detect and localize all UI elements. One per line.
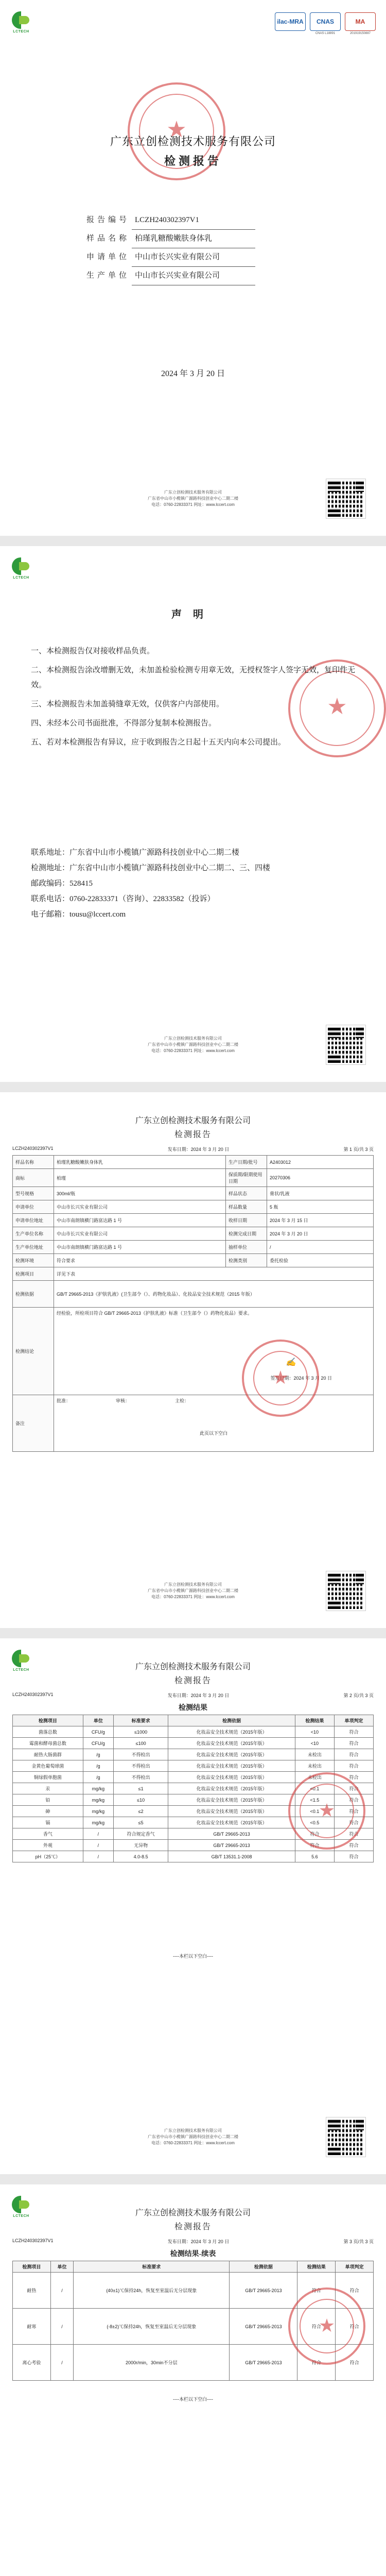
page-header: 广东立创检测技术服务有限公司 检测报告 [135, 2209, 251, 2231]
report-title: 检测报告 [164, 155, 222, 167]
table-row: 离心考验 / 2000r/min，30min不分层 GB/T 29665-2013 符合 符合 [13, 2345, 374, 2381]
table-row: 菌落总数 CFU/g ≤1000 化妆品安全技术规范（2015年版） <10 符合 [13, 1726, 374, 1738]
report-meta: LCZH240302397V1 发布日期：2024 年 3 月 20 日 第 2 页/共 3 页 [12, 1692, 374, 1698]
results-table: 检测项目 单位 标准要求 检测依据 检测结果 单项判定 菌落总数 CFU/g ≤1000 化妆品安全技术规范（2015年版） <10 符合 霉菌和酵母菌总数 CFU/g ≤100 化妆品安全技术规范（2015年版） <10 符合 耐热大肠菌群 /g 不得检出 化妆品安全技术规范（2015年版） 未检出 符合 金黄色葡萄球菌 /g 不得检出 化妆品安全技术规范（2015年版） 未检出 符合 铜绿假单胞菌 /g 不得检出 化妆品安全技术规范（2015年版） 未检出 符合 汞 mg/kg ≤1 化妆品安全技术规范（2015年版） <0.1 符合 铅 mg/kg ≤10 化妆品安全技术规范（2015年版） <1.5 符合 砷 mg/kg ≤2 化妆品安全技术规范（2015年版） <0.1 符合 镉 mg/kg ≤5 化妆品安全技术规范（2015年版） <0.5 符合 香气 / 符合规定香气 GB/T 29665-2013 符合 符合 外观 / 无异物 GB/T 29665-2013 符合 符合 pH（25℃） / 4.0-8.5 GB/T 13531.1-2008 5.6 符合 [12, 1715, 374, 1862]
report-page-1 [0, 1092, 386, 1628]
table-row: 铅 mg/kg ≤10 化妆品安全技术规范（2015年版） <1.5 符合 [13, 1794, 374, 1806]
qr-code [326, 1025, 365, 1064]
results-caption: 检测结果 [179, 1704, 207, 1712]
company-seal: ★ [288, 2287, 365, 2365]
page-footer: 广东立创检测技术服务有限公司 广东省中山市小榄镇广源路科技创业中心二期二楼 电话：0760-22833371 网址：www.lccert.com [148, 1582, 238, 1599]
table-row: 耐热 / (40±1)℃保持24h，恢复至室温后无分层现象 GB/T 29665-2013 符合 符合 [13, 2273, 374, 2309]
page-header: 广东立创检测技术服务有限公司 检测报告 [135, 1116, 251, 1139]
report-meta: LCZH240302397V1 发布日期：2024 年 3 月 20 日 第 1 页/共 3 页 [12, 1146, 374, 1152]
end-marker: ----本栏以下空白---- [173, 1954, 213, 1959]
lctech-logo: LCTECH [10, 1650, 32, 1672]
statement-item: 三、本检测报告未加盖骑缝章无效，仅供客户内部使用。 [31, 700, 224, 708]
cma-icon: MA [345, 12, 376, 31]
page-header: 广东立创检测技术服务有限公司 检测报告 [135, 1663, 251, 1685]
table-row: pH（25℃） / 4.0-8.5 GB/T 13531.1-2008 5.6 符合 [13, 1851, 374, 1862]
qr-code [326, 2117, 365, 2157]
cover-fields: 报告编号 LCZH240302397V1 样品名称 柏瑾乳糖酸嫩肤身体乳 申请单位 中山市长兴实业有限公司 生产单位 中山市长兴实业有限公司 [86, 211, 255, 285]
statement-list [31, 644, 360, 754]
qr-code [326, 479, 365, 518]
results-table-cont: 检测项目 单位 标准要求 检测依据 检测结果 单项判定 耐热 / (40±1)℃保持24h，恢复至室温后无分层现象 GB/T 29665-2013 符合 符合 耐寒 / (-8±2)℃保持24h，恢复至室温后无分层现象 GB/T 29665-2013 符合 符合 离心考验 / 2000r/min，30min不分层 GB/T 29665-2013 符合 符合 [12, 2261, 374, 2381]
end-marker: ----本栏以下空白---- [173, 2397, 213, 2402]
statement-page [0, 546, 386, 1082]
page-footer: 广东立创检测技术服务有限公司 广东省中山市小榄镇广源路科技创业中心二期二楼 电话：0760-22833371 网址：www.lccert.com [148, 2128, 238, 2145]
applicant: 中山市长兴实业有限公司 [132, 248, 255, 267]
cnas-icon: CNAS [310, 12, 341, 31]
sample-info-table: 样品名称 柏瑾乳糖酸嫩肤身体乳 生产日期/批号 A2403012 商标 柏瑾 保质期/限期使用日期 20270306 型号规格 300ml/瓶 样品状态 膏状/乳液 申请单位 中山市长兴实业有限公司 样品数量 5 瓶 申请单位地址 中山市南朗镇横门路富达路 1 号 收样日期 2024 年 3 月 15 日 生产单位名称 中山市长兴实业有限公司 检测完成日期 2024 年 3 月 20 日 生产单位地址 中山市南朗镇横门路富达路 1 号 抽样单位 / 检测环境 符合要求 检测类别 委托检验 检测项目 详见下表 检测依据 GB/T 29665-2013《护肤乳液》(卫生部令（）、药物化妆品）、化妆品安全技术规范（2015 年版） 检测结论 经检验，所检项目符合 GB/T 29665-2013《护肤乳液》标准（卫生部令（）药物化妆品）要求。 ✍ 签发日期：2024 年 3 月 20 日 备注 批准： 审核： 主检： 此页以下空白 [12, 1155, 374, 1452]
statement-item: 一、本检测报告仅对接收样品负责。 [31, 647, 155, 655]
statement-title: 声明 [171, 609, 215, 620]
contact-info: 联系地址：广东省中山市小榄镇广源路科技创业中心二期二楼 检测地址：广东省中山市小榄镇广源路科技创业中心二期二、三、四楼 邮政编码：528415 联系电话：0760-22833371（咨询）、22833582（投诉） 电子邮箱：tousu@lccert.com [31, 849, 271, 919]
cover-date: 2024 年 3 月 20 日 [161, 369, 225, 378]
table-row: 镉 mg/kg ≤5 化妆品安全技术规范（2015年版） <0.5 符合 [13, 1817, 374, 1828]
table-row: 汞 mg/kg ≤1 化妆品安全技术规范（2015年版） <0.1 符合 [13, 1783, 374, 1794]
lctech-logo: LCTECH [10, 2196, 32, 2218]
statement-item: 二、本检测报告涂改增删无效，未加盖检验检测专用章无效，无授权签字人签字无效，复印件无效。 [31, 666, 356, 689]
table-row: 耐寒 / (-8±2)℃保持24h，恢复至室温后无分层现象 GB/T 29665-2013 符合 符合 [13, 2309, 374, 2345]
table-row: 耐热大肠菌群 /g 不得检出 化妆品安全技术规范（2015年版） 未检出 符合 [13, 1749, 374, 1760]
table-row: 铜绿假单胞菌 /g 不得检出 化妆品安全技术规范（2015年版） 未检出 符合 [13, 1772, 374, 1783]
lctech-logo: LCTECH [10, 557, 32, 580]
report-page-3 [0, 2184, 386, 2576]
table-row: 金黄色葡萄球菌 /g 不得检出 化妆品安全技术规范（2015年版） 未检出 符合 [13, 1760, 374, 1772]
report-number: LCZH240302397V1 [132, 211, 255, 230]
company-seal: ★ [242, 1340, 319, 1417]
accreditation-marks: ilac-MRA CNAS CNAS L18891 MA 201919150887 [275, 12, 376, 35]
sample-name: 柏瑾乳糖酸嫩肤身体乳 [132, 230, 255, 248]
table-row: 砷 mg/kg ≤2 化妆品安全技术规范（2015年版） <0.1 符合 [13, 1806, 374, 1817]
signature: ✍ [286, 1358, 296, 1367]
report-meta: LCZH240302397V1 发布日期：2024 年 3 月 20 日 第 3 页/共 3 页 [12, 2238, 374, 2244]
table-row: 香气 / 符合规定香气 GB/T 29665-2013 符合 符合 [13, 1828, 374, 1840]
report-page-2 [0, 1638, 386, 2174]
results-caption: 检测结果-续表 [170, 2250, 216, 2258]
page-footer: 广东立创检测技术服务有限公司 广东省中山市小榄镇广源路科技创业中心二期二楼 电话：0760-22833371 网址：www.lccert.com [148, 1036, 238, 1053]
qr-code [326, 1571, 365, 1611]
company-name: 广东立创检测技术服务有限公司 [110, 135, 276, 148]
statement-item: 五、若对本检测报告有异议，应于收到报告之日起十五天内向本公司提出。 [31, 738, 286, 747]
company-seal: ★ [128, 82, 225, 180]
lctech-logo: LCTECH [10, 11, 32, 33]
table-row: 外观 / 无异物 GB/T 29665-2013 符合 符合 [13, 1840, 374, 1851]
statement-item: 四、未经本公司书面批准，不得部分复制本检测报告。 [31, 719, 217, 727]
cover-page [0, 0, 386, 536]
ilac-mra-icon: ilac-MRA [275, 12, 306, 31]
company-seal: ★ [288, 659, 386, 757]
page-footer: 广东立创检测技术服务有限公司 广东省中山市小榄镇广源路科技创业中心二期二楼 电话：0760-22833371 网址：www.lccert.com [148, 490, 238, 507]
company-seal: ★ [288, 1772, 365, 1850]
manufacturer: 中山市长兴实业有限公司 [132, 267, 255, 285]
table-row: 霉菌和酵母菌总数 CFU/g ≤100 化妆品安全技术规范（2015年版） <10 符合 [13, 1738, 374, 1749]
